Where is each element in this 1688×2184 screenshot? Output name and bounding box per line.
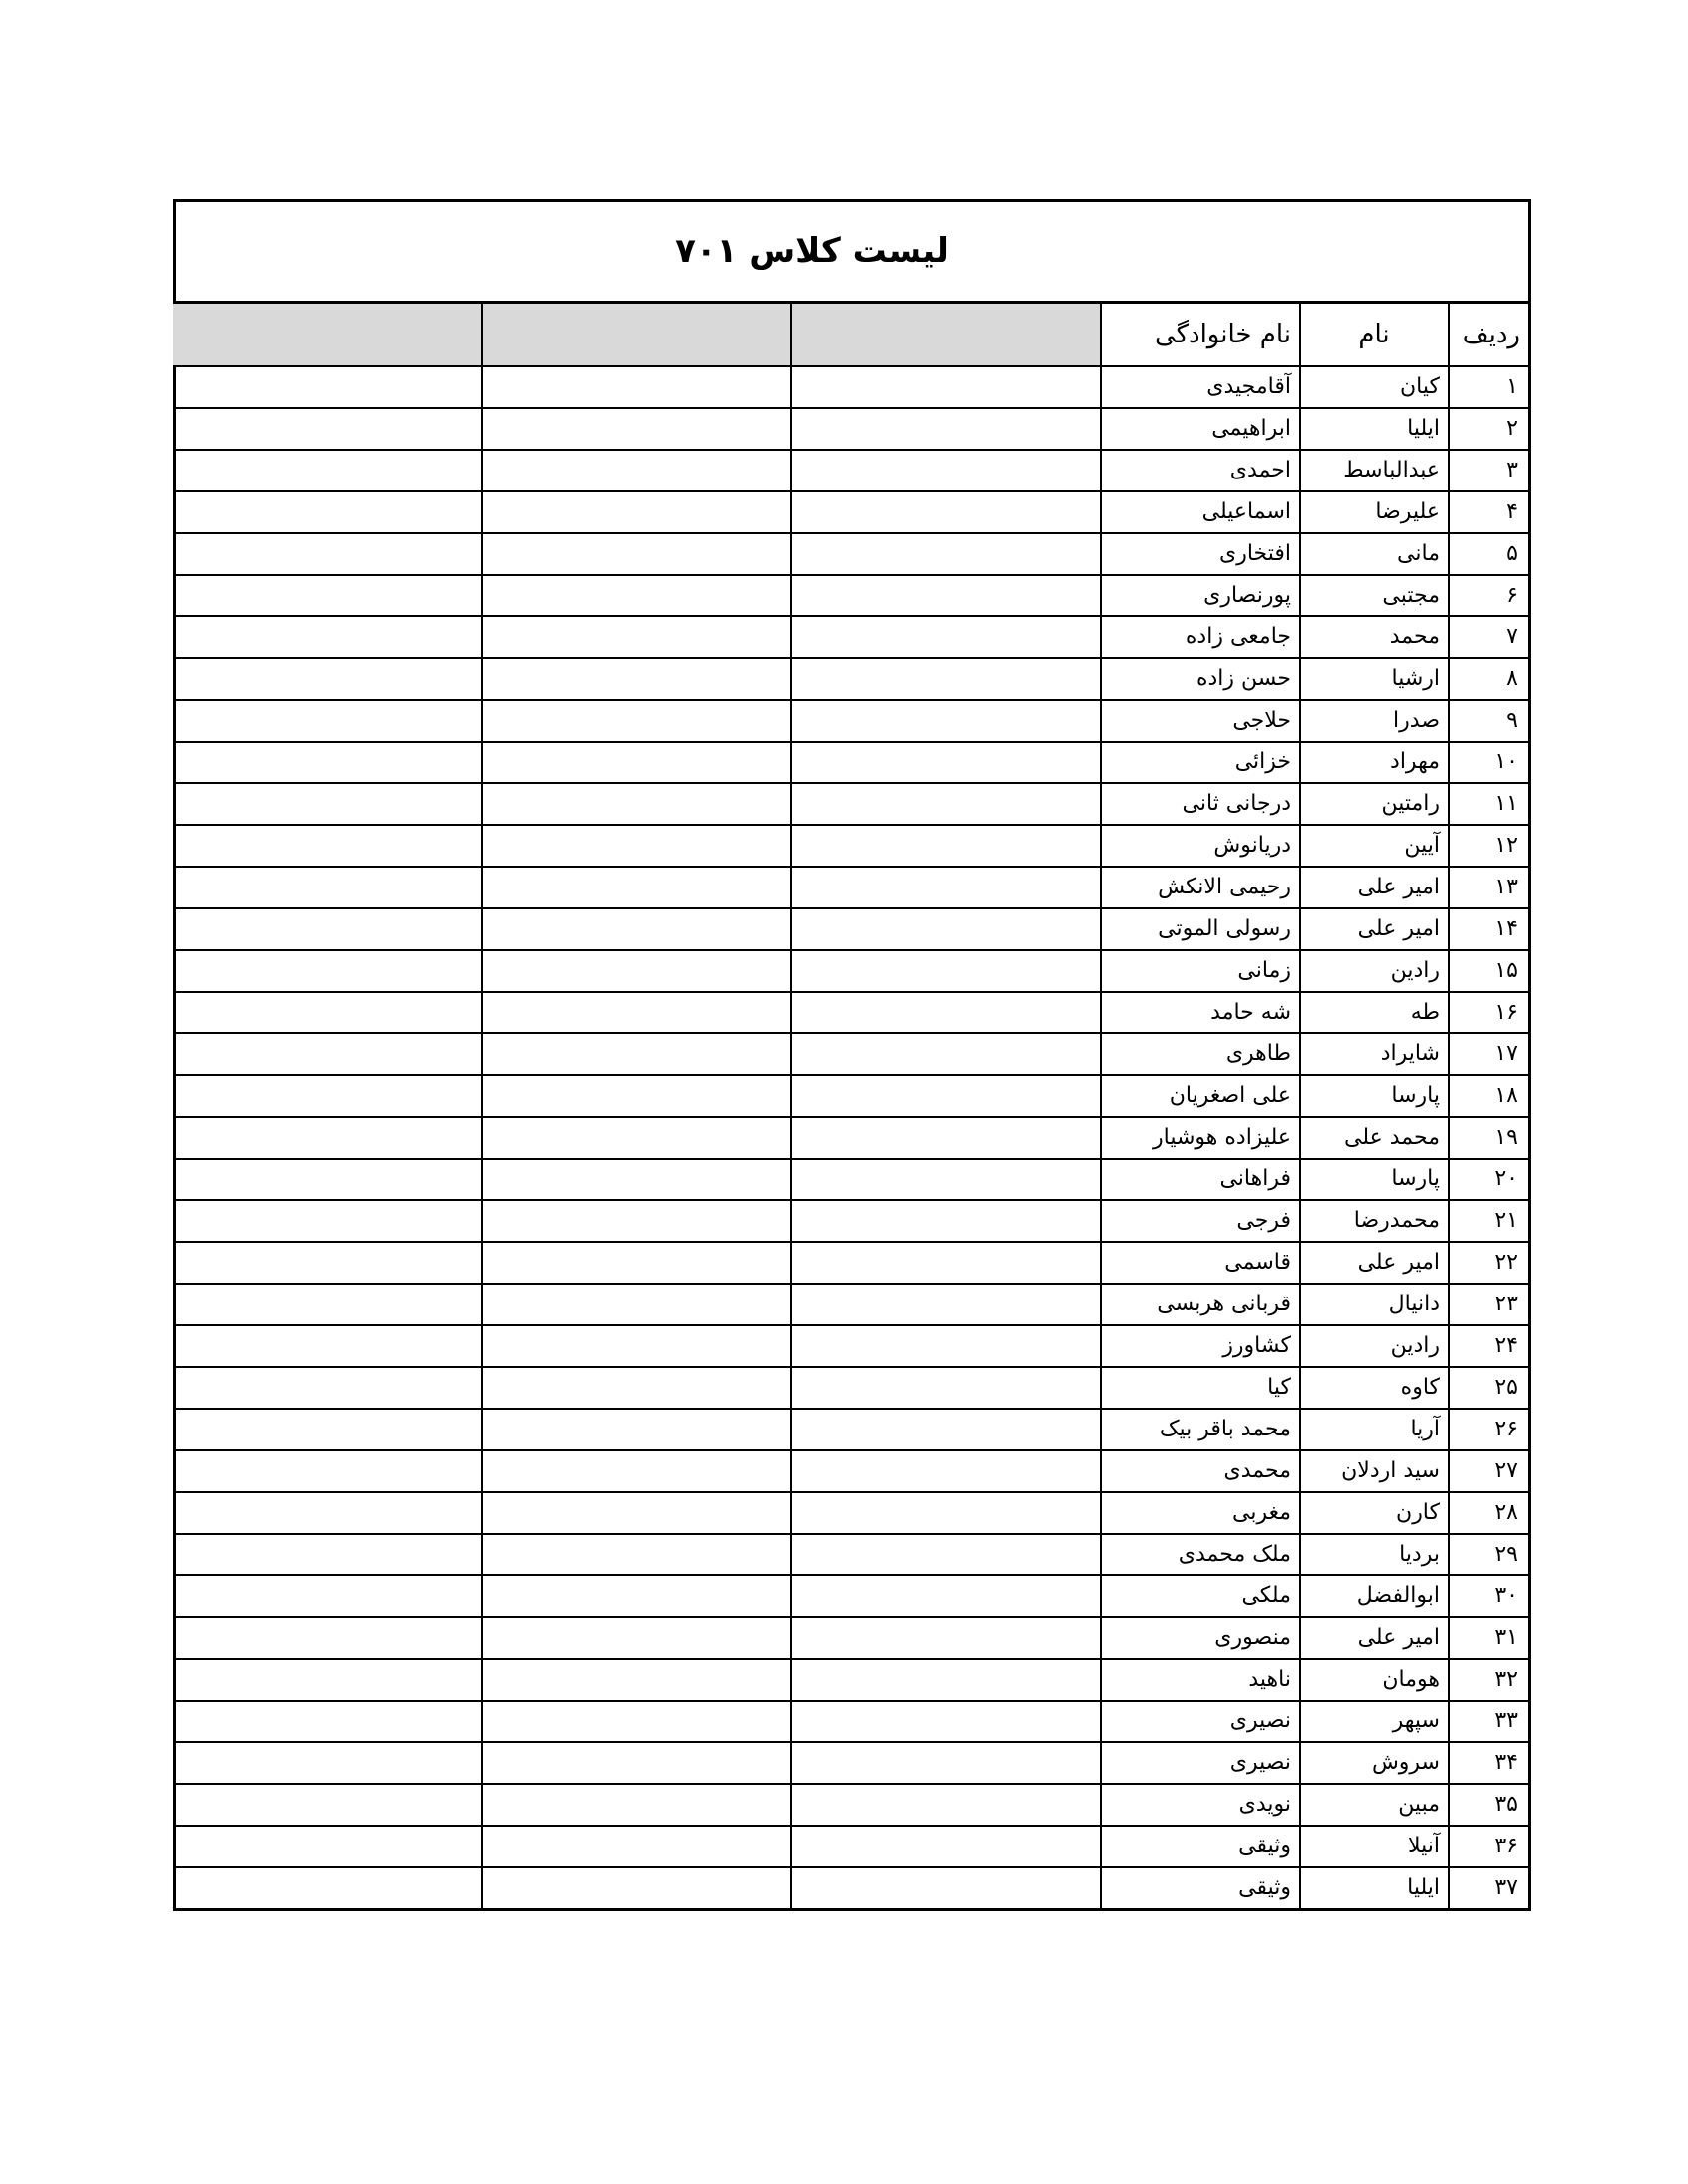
blank-cell-2 [482, 950, 791, 992]
row-index: ۱۰ [1449, 742, 1528, 783]
blank-cell-2 [482, 1701, 791, 1742]
first-name-cell: آیین [1300, 825, 1449, 867]
row-index: ۱۱ [1449, 783, 1528, 825]
table-row [173, 533, 1528, 575]
last-name-cell: فراهانی [1101, 1159, 1300, 1200]
blank-cell-1 [791, 1325, 1101, 1367]
row-index: ۷ [1449, 616, 1528, 658]
table-row [173, 1534, 1528, 1575]
blank-cell-1 [791, 533, 1101, 575]
row-index: ۳ [1449, 450, 1528, 491]
blank-cell-3 [173, 1450, 482, 1492]
blank-cell-3 [173, 1867, 482, 1908]
blank-cell-1 [791, 450, 1101, 491]
blank-cell-2 [482, 1784, 791, 1826]
row-index: ۲۴ [1449, 1325, 1528, 1367]
blank-cell-2 [482, 1450, 791, 1492]
blank-cell-3 [173, 1367, 482, 1409]
blank-cell-3 [173, 1325, 482, 1367]
table-row [173, 1409, 1528, 1450]
blank-cell-1 [791, 1534, 1101, 1575]
first-name-cell: محمد [1300, 616, 1449, 658]
blank-cell-3 [173, 783, 482, 825]
first-name-cell: امیر علی [1300, 867, 1449, 908]
blank-cell-3 [173, 1617, 482, 1659]
first-name-cell: بردیا [1300, 1534, 1449, 1575]
blank-cell-3 [173, 1075, 482, 1117]
blank-cell-3 [173, 992, 482, 1033]
row-index: ۲۵ [1449, 1367, 1528, 1409]
blank-cell-2 [482, 491, 791, 533]
blank-cell-1 [791, 1742, 1101, 1784]
blank-cell-3 [173, 867, 482, 908]
first-name-cell: کیان [1300, 366, 1449, 408]
blank-cell-1 [791, 616, 1101, 658]
last-name-cell: محمد باقر بیک [1101, 1409, 1300, 1450]
blank-cell-3 [173, 1742, 482, 1784]
first-name-cell: هومان [1300, 1659, 1449, 1701]
blank-cell-2 [482, 1409, 791, 1450]
row-index: ۳۲ [1449, 1659, 1528, 1701]
blank-cell-2 [482, 575, 791, 616]
last-name-cell: طاهری [1101, 1033, 1300, 1075]
last-name-cell: خزائی [1101, 742, 1300, 783]
table-row [173, 1492, 1528, 1534]
last-name-cell: نویدی [1101, 1784, 1300, 1826]
header-blank-1 [791, 304, 1101, 366]
last-name-cell: ابراهیمی [1101, 408, 1300, 450]
last-name-cell: محمدی [1101, 1450, 1300, 1492]
last-name-cell: قاسمی [1101, 1242, 1300, 1284]
blank-cell-2 [482, 1075, 791, 1117]
blank-cell-1 [791, 1117, 1101, 1159]
table-row [173, 1367, 1528, 1409]
first-name-cell: محمدرضا [1300, 1200, 1449, 1242]
blank-cell-3 [173, 366, 482, 408]
blank-cell-1 [791, 908, 1101, 950]
row-index: ۳۴ [1449, 1742, 1528, 1784]
blank-cell-2 [482, 1826, 791, 1867]
blank-cell-1 [791, 1826, 1101, 1867]
table-row [173, 1450, 1528, 1492]
blank-cell-1 [791, 742, 1101, 783]
blank-cell-2 [482, 1159, 791, 1200]
last-name-cell: فرجی [1101, 1200, 1300, 1242]
blank-cell-1 [791, 700, 1101, 742]
last-name-cell: ناهید [1101, 1659, 1300, 1701]
row-index: ۲۰ [1449, 1159, 1528, 1200]
last-name-cell: رحیمی الانکش [1101, 867, 1300, 908]
table-row [173, 992, 1528, 1033]
blank-cell-3 [173, 450, 482, 491]
blank-cell-2 [482, 366, 791, 408]
blank-cell-3 [173, 1492, 482, 1534]
header-blank-3 [173, 304, 482, 366]
row-index: ۱۲ [1449, 825, 1528, 867]
last-name-cell: شه حامد [1101, 992, 1300, 1033]
row-index: ۳۱ [1449, 1617, 1528, 1659]
row-index: ۲۲ [1449, 1242, 1528, 1284]
first-name-cell: مجتبی [1300, 575, 1449, 616]
row-index: ۱۴ [1449, 908, 1528, 950]
last-name-cell: علی اصغریان [1101, 1075, 1300, 1117]
blank-cell-2 [482, 1659, 791, 1701]
blank-cell-3 [173, 1242, 482, 1284]
blank-cell-1 [791, 1367, 1101, 1409]
blank-cell-3 [173, 575, 482, 616]
table-row [173, 742, 1528, 783]
blank-cell-1 [791, 1867, 1101, 1908]
row-index: ۱۶ [1449, 992, 1528, 1033]
row-index: ۲۸ [1449, 1492, 1528, 1534]
blank-cell-3 [173, 1534, 482, 1575]
blank-cell-1 [791, 575, 1101, 616]
blank-cell-1 [791, 1575, 1101, 1617]
header-last-name: نام خانوادگی [1101, 304, 1300, 366]
last-name-cell: زمانی [1101, 950, 1300, 992]
blank-cell-2 [482, 908, 791, 950]
header-row [173, 304, 1528, 366]
table-row [173, 1284, 1528, 1325]
table-row [173, 867, 1528, 908]
blank-cell-2 [482, 783, 791, 825]
row-index: ۲۳ [1449, 1284, 1528, 1325]
table-row [173, 658, 1528, 700]
table-row [173, 1575, 1528, 1617]
blank-cell-3 [173, 700, 482, 742]
blank-cell-3 [173, 825, 482, 867]
table-row [173, 366, 1528, 408]
title-row [176, 202, 1528, 304]
blank-cell-3 [173, 908, 482, 950]
blank-cell-1 [791, 825, 1101, 867]
last-name-cell: حلاجی [1101, 700, 1300, 742]
blank-cell-3 [173, 533, 482, 575]
last-name-cell: افتخاری [1101, 533, 1300, 575]
blank-cell-1 [791, 1242, 1101, 1284]
blank-cell-1 [791, 867, 1101, 908]
blank-cell-3 [173, 491, 482, 533]
last-name-cell: نصیری [1101, 1701, 1300, 1742]
row-index: ۳۶ [1449, 1826, 1528, 1867]
blank-cell-1 [791, 1284, 1101, 1325]
blank-cell-1 [791, 1159, 1101, 1200]
table-row [173, 1659, 1528, 1701]
blank-cell-2 [482, 867, 791, 908]
row-index: ۹ [1449, 700, 1528, 742]
row-index: ۴ [1449, 491, 1528, 533]
table-row [173, 1200, 1528, 1242]
last-name-cell: پورنصاری [1101, 575, 1300, 616]
table-row [173, 1325, 1528, 1367]
last-name-cell: احمدی [1101, 450, 1300, 491]
row-index: ۱۵ [1449, 950, 1528, 992]
first-name-cell: سید اردلان [1300, 1450, 1449, 1492]
blank-cell-3 [173, 658, 482, 700]
blank-cell-3 [173, 1575, 482, 1617]
first-name-cell: ایلیا [1300, 408, 1449, 450]
first-name-cell: ابوالفضل [1300, 1575, 1449, 1617]
first-name-cell: آریا [1300, 1409, 1449, 1450]
blank-cell-3 [173, 1117, 482, 1159]
blank-cell-3 [173, 1284, 482, 1325]
blank-cell-2 [482, 1200, 791, 1242]
blank-cell-3 [173, 616, 482, 658]
blank-cell-1 [791, 1200, 1101, 1242]
blank-cell-1 [791, 1701, 1101, 1742]
first-name-cell: محمد علی [1300, 1117, 1449, 1159]
blank-cell-3 [173, 1159, 482, 1200]
first-name-cell: امیر علی [1300, 1617, 1449, 1659]
blank-cell-2 [482, 700, 791, 742]
last-name-cell: وثیقی [1101, 1867, 1300, 1908]
first-name-cell: رادین [1300, 1325, 1449, 1367]
blank-cell-2 [482, 825, 791, 867]
row-index: ۲۱ [1449, 1200, 1528, 1242]
last-name-cell: درجانی ثانی [1101, 783, 1300, 825]
blank-cell-2 [482, 658, 791, 700]
first-name-cell: امیر علی [1300, 1242, 1449, 1284]
blank-cell-2 [482, 1575, 791, 1617]
first-name-cell: رادین [1300, 950, 1449, 992]
blank-cell-3 [173, 1409, 482, 1450]
first-name-cell: آنیلا [1300, 1826, 1449, 1867]
blank-cell-2 [482, 1242, 791, 1284]
blank-cell-1 [791, 1659, 1101, 1701]
blank-cell-3 [173, 1826, 482, 1867]
table-row [173, 1784, 1528, 1826]
table-row [173, 575, 1528, 616]
last-name-cell: قربانی هربسی [1101, 1284, 1300, 1325]
first-name-cell: سپهر [1300, 1701, 1449, 1742]
header-first-name: نام [1300, 304, 1449, 366]
table-row [173, 450, 1528, 491]
row-index: ۳۷ [1449, 1867, 1528, 1908]
first-name-cell: پارسا [1300, 1159, 1449, 1200]
blank-cell-2 [482, 533, 791, 575]
first-name-cell: علیرضا [1300, 491, 1449, 533]
first-name-cell: شایراد [1300, 1033, 1449, 1075]
last-name-cell: حسن زاده [1101, 658, 1300, 700]
first-name-cell: امیر علی [1300, 908, 1449, 950]
last-name-cell: علیزاده هوشیار [1101, 1117, 1300, 1159]
first-name-cell: مبین [1300, 1784, 1449, 1826]
first-name-cell: صدرا [1300, 700, 1449, 742]
blank-cell-3 [173, 742, 482, 783]
table-row [173, 908, 1528, 950]
student-rows [173, 366, 1528, 1908]
table-row [173, 1826, 1528, 1867]
last-name-cell: ملک محمدی [1101, 1534, 1300, 1575]
blank-cell-2 [482, 616, 791, 658]
first-name-cell: کارن [1300, 1492, 1449, 1534]
table-row [173, 825, 1528, 867]
last-name-cell: منصوری [1101, 1617, 1300, 1659]
blank-cell-2 [482, 1033, 791, 1075]
blank-cell-2 [482, 1617, 791, 1659]
table-row [173, 1075, 1528, 1117]
first-name-cell: دانیال [1300, 1284, 1449, 1325]
blank-cell-3 [173, 1659, 482, 1701]
blank-cell-3 [173, 950, 482, 992]
first-name-cell: مانی [1300, 533, 1449, 575]
row-index: ۸ [1449, 658, 1528, 700]
table-row [173, 700, 1528, 742]
last-name-cell: جامعی زاده [1101, 616, 1300, 658]
class-list-sheet [173, 199, 1531, 1911]
table-row [173, 1701, 1528, 1742]
first-name-cell: ایلیا [1300, 1867, 1449, 1908]
blank-cell-2 [482, 1367, 791, 1409]
last-name-cell: نصیری [1101, 1742, 1300, 1784]
first-name-cell: عبدالباسط [1300, 450, 1449, 491]
blank-cell-1 [791, 491, 1101, 533]
last-name-cell: کیا [1101, 1367, 1300, 1409]
blank-cell-1 [791, 408, 1101, 450]
row-index: ۱۷ [1449, 1033, 1528, 1075]
blank-cell-1 [791, 658, 1101, 700]
last-name-cell: اسماعیلی [1101, 491, 1300, 533]
blank-cell-1 [791, 1075, 1101, 1117]
table-row [173, 1617, 1528, 1659]
row-index: ۲۹ [1449, 1534, 1528, 1575]
first-name-cell: طه [1300, 992, 1449, 1033]
table-row [173, 783, 1528, 825]
blank-cell-2 [482, 1534, 791, 1575]
table-row [173, 1242, 1528, 1284]
last-name-cell: مغربی [1101, 1492, 1300, 1534]
blank-cell-2 [482, 1492, 791, 1534]
last-name-cell: رسولی الموتی [1101, 908, 1300, 950]
blank-cell-1 [791, 1784, 1101, 1826]
blank-cell-2 [482, 408, 791, 450]
row-index: ۵ [1449, 533, 1528, 575]
page-title: لیست کلاس ۷۰۱ [675, 231, 949, 271]
table-row [173, 1117, 1528, 1159]
blank-cell-1 [791, 1450, 1101, 1492]
blank-cell-3 [173, 1784, 482, 1826]
blank-cell-2 [482, 1742, 791, 1784]
row-index: ۱۸ [1449, 1075, 1528, 1117]
blank-cell-2 [482, 1867, 791, 1908]
first-name-cell: مهراد [1300, 742, 1449, 783]
row-index: ۲۷ [1449, 1450, 1528, 1492]
row-index: ۶ [1449, 575, 1528, 616]
row-index: ۱۹ [1449, 1117, 1528, 1159]
class-list-table [173, 304, 1528, 1908]
blank-cell-1 [791, 1492, 1101, 1534]
blank-cell-3 [173, 1200, 482, 1242]
row-index: ۳۰ [1449, 1575, 1528, 1617]
last-name-cell: آقامجیدی [1101, 366, 1300, 408]
blank-cell-2 [482, 1117, 791, 1159]
blank-cell-1 [791, 992, 1101, 1033]
row-index: ۲ [1449, 408, 1528, 450]
first-name-cell: ارشیا [1300, 658, 1449, 700]
first-name-cell: رامتین [1300, 783, 1449, 825]
last-name-cell: دریانوش [1101, 825, 1300, 867]
blank-cell-2 [482, 742, 791, 783]
row-index: ۱۳ [1449, 867, 1528, 908]
last-name-cell: ملکی [1101, 1575, 1300, 1617]
row-index: ۲۶ [1449, 1409, 1528, 1450]
blank-cell-1 [791, 1033, 1101, 1075]
table-row [173, 408, 1528, 450]
blank-cell-1 [791, 366, 1101, 408]
blank-cell-1 [791, 950, 1101, 992]
table-row [173, 1159, 1528, 1200]
row-index: ۳۵ [1449, 1784, 1528, 1826]
blank-cell-2 [482, 1284, 791, 1325]
table-row [173, 950, 1528, 992]
row-index: ۳۳ [1449, 1701, 1528, 1742]
blank-cell-2 [482, 450, 791, 491]
blank-cell-1 [791, 783, 1101, 825]
table-row [173, 491, 1528, 533]
header-index: ردیف [1449, 304, 1528, 366]
table-row [173, 1033, 1528, 1075]
blank-cell-3 [173, 408, 482, 450]
table-row [173, 616, 1528, 658]
header-blank-2 [482, 304, 791, 366]
last-name-cell: کشاورز [1101, 1325, 1300, 1367]
table-row [173, 1742, 1528, 1784]
first-name-cell: سروش [1300, 1742, 1449, 1784]
first-name-cell: کاوه [1300, 1367, 1449, 1409]
blank-cell-1 [791, 1409, 1101, 1450]
blank-cell-1 [791, 1617, 1101, 1659]
last-name-cell: وثیقی [1101, 1826, 1300, 1867]
blank-cell-3 [173, 1033, 482, 1075]
blank-cell-2 [482, 1325, 791, 1367]
blank-cell-3 [173, 1701, 482, 1742]
blank-cell-2 [482, 992, 791, 1033]
table-row [173, 1867, 1528, 1908]
first-name-cell: پارسا [1300, 1075, 1449, 1117]
row-index: ۱ [1449, 366, 1528, 408]
